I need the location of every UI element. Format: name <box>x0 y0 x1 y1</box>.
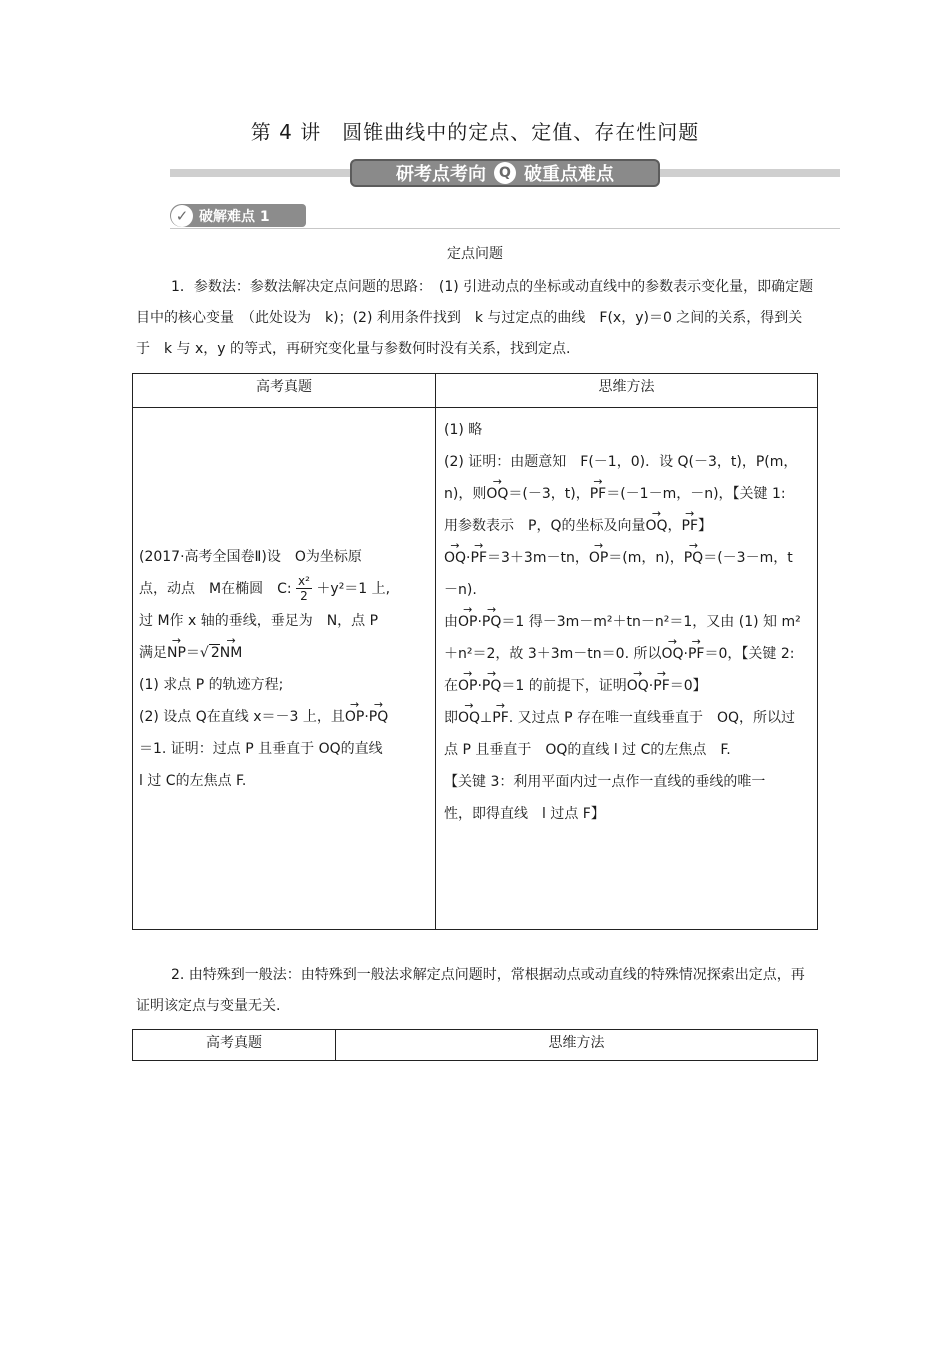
dot-operator: · <box>648 678 654 694</box>
method-line: 【关键 3：利用平面内过一点作一直线的垂线的唯一 <box>444 774 766 790</box>
vector-oq: → OQ <box>645 510 667 542</box>
method-text: ＝0】 <box>669 678 707 694</box>
method-text: 在 <box>444 678 458 694</box>
dot-operator: · <box>683 646 688 662</box>
problem-line <box>139 701 429 733</box>
dot-operator: · <box>364 708 369 725</box>
dot-operator: · <box>477 678 482 694</box>
vector-oq: → OQ <box>458 702 480 734</box>
vector-op: → OP <box>345 701 364 733</box>
problem-line: (1) 求点 P 的轨迹方程; <box>139 676 284 693</box>
vector-pf: → PF <box>688 638 705 670</box>
method-line <box>444 542 809 574</box>
method-cell <box>436 408 818 930</box>
paragraph-parameter-method: 1．参数法：参数法解决定点问题的思路： (1) 引进动点的坐标或动直线中的参数表示变化量，即确定题目中的核心变量 （此处设为 k)；(2) 利用条件找到 k 与过定点的曲线 F(x，y)＝0 之间的关系，得到关于 k 与 x，y 的等式，再研究变化量与参数何时没有关系，找到定点. <box>136 279 814 357</box>
method-text: ＝(－3，t)， <box>508 486 590 502</box>
problem-line <box>139 637 429 669</box>
fraction-denominator: 2 <box>300 589 308 603</box>
table-header-method: 思维方法 <box>436 374 818 408</box>
problem-line: 过 M作 x 轴的垂线，垂足为 N，点 P <box>139 612 379 629</box>
section-heading: 定点问题 <box>447 246 503 262</box>
vector-pq: → PQ <box>482 670 501 702</box>
method-text: ＝(－1－m，－n)，【关键 1: <box>606 486 786 502</box>
method-line: －n). <box>444 582 477 598</box>
exam-problem-cell <box>133 408 436 930</box>
banner-right-text: 破重点难点 <box>524 164 614 185</box>
method-text: 即 <box>444 710 458 726</box>
vector-op: → OP <box>589 542 608 574</box>
example-table-2 <box>132 1029 818 1061</box>
perpendicular-operator: ⊥ <box>480 710 493 726</box>
method-text: ＝1 得－3m－m²＋tn－n²＝1，又由 (1) 知 m² <box>501 614 801 630</box>
table2-header-method: 思维方法 <box>336 1030 818 1061</box>
vector-pq: → PQ <box>684 542 703 574</box>
vector-oq: → OQ <box>627 670 649 702</box>
method-line: (1) 略 <box>444 422 483 438</box>
method-text: 由 <box>444 614 458 630</box>
banner-left-text: 研考点考向 <box>396 164 486 185</box>
vector-op: → OP <box>458 606 477 638</box>
fraction-numerator: x² <box>298 574 310 588</box>
problem-text: ＝ <box>185 644 200 661</box>
problem-text: ＋y²＝1 上, <box>316 580 391 597</box>
subsection-tab <box>170 204 306 227</box>
problem-line: (2017·高考全国卷Ⅱ)设 O为坐标原 <box>139 548 362 565</box>
page-title: 第 4 讲 圆锥曲线中的定点、定值、存在性问题 <box>250 120 700 144</box>
vector-pf: → PF <box>492 702 509 734</box>
method-line <box>444 510 809 542</box>
method-text: ＝0，【关键 2: <box>704 646 795 662</box>
vector-nm: → NM <box>220 637 243 669</box>
method-line: (2) 证明：由题意知 F(－1，0)．设 Q(－3，t)，P(m， <box>444 454 798 470</box>
method-line <box>444 606 809 638</box>
problem-line <box>139 573 429 605</box>
problem-text: 满足 <box>139 644 167 661</box>
sqrt-radicand: 2 <box>210 644 220 661</box>
method-text: ＝(m，n)， <box>608 550 684 566</box>
section-banner <box>350 159 660 187</box>
check-icon: ✓ <box>171 205 193 227</box>
dot-operator: · <box>477 614 482 630</box>
banner-badge-icon: Q <box>494 162 516 184</box>
vector-pq: → PQ <box>369 701 388 733</box>
subsection-rule <box>170 228 840 229</box>
dot-operator: · <box>466 550 471 566</box>
method-text: ＝1 的前提下，证明 <box>501 678 627 694</box>
vector-op: → OP <box>458 670 477 702</box>
vector-pf: → PF <box>682 510 699 542</box>
vector-np: → NP <box>167 637 186 669</box>
method-text: ＝3＋3m－tn， <box>487 550 589 566</box>
vector-pf: → PF <box>653 670 670 702</box>
subsection-label: 破解难点 1 <box>199 208 270 225</box>
problem-text: (2) 设点 Q在直线 x＝－3 上，且 <box>139 708 345 725</box>
paragraph-special-to-general: 2. 由特殊到一般法：由特殊到一般法求解定点问题时，常根据动点或动直线的特殊情况探索出定点，再证明该定点与变量无关. <box>136 967 805 1014</box>
method-text: ＋n²＝2，故 3＋3m－tn＝0. 所以 <box>444 646 662 662</box>
problem-text: 点，动点 M在椭圆 C: <box>139 580 292 597</box>
vector-pq: → PQ <box>482 606 501 638</box>
vector-oq: → OQ <box>444 542 466 574</box>
problem-line: ＝1. 证明：过点 P 且垂直于 OQ的直线 <box>139 740 383 757</box>
method-line: 点 P 且垂直于 OQ的直线 l 过 C的左焦点 F. <box>444 742 731 758</box>
method-text: ， <box>667 518 682 534</box>
method-text: . 又过点 P 存在唯一直线垂直于 OQ，所以过 <box>508 710 796 726</box>
example-table-1 <box>132 373 818 930</box>
method-line: 性，即得直线 l 过点 F】 <box>444 806 605 822</box>
vector-pf: → PF <box>590 478 607 510</box>
method-text: 用参数表示 P，Q的坐标及向量 <box>444 518 646 534</box>
table-header-exam: 高考真题 <box>133 374 436 408</box>
method-line <box>444 478 809 510</box>
sqrt-icon: √ <box>199 644 209 661</box>
problem-line: l 过 C的左焦点 F. <box>139 772 247 789</box>
method-text: ＝(－3－m，t <box>703 550 793 566</box>
vector-oq: → OQ <box>486 478 508 510</box>
method-line <box>444 702 809 734</box>
fraction <box>296 574 312 603</box>
method-text: n)，则 <box>444 486 487 502</box>
vector-oq: → OQ <box>661 638 683 670</box>
vector-pf: → PF <box>471 542 488 574</box>
table2-header-exam: 高考真题 <box>133 1030 336 1061</box>
method-text: 】 <box>698 518 713 534</box>
